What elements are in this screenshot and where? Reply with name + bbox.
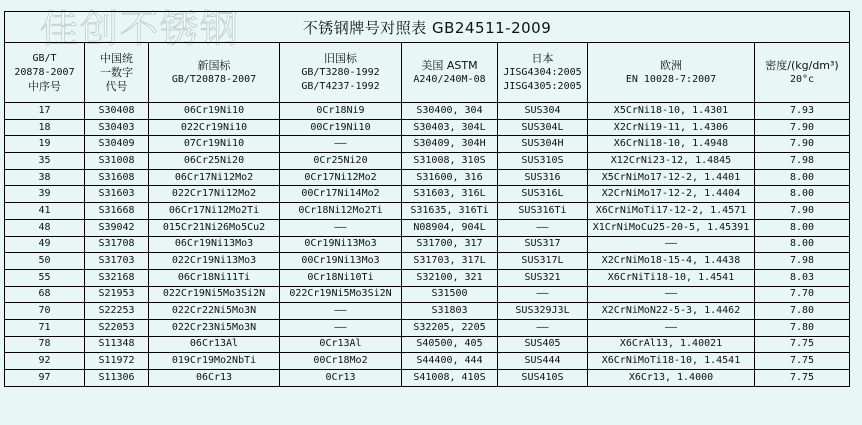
gbt-seq-cell: 70 <box>5 303 85 320</box>
gbt-seq-cell: 71 <box>5 319 85 336</box>
unified-code-cell: S31008 <box>85 153 149 170</box>
astm-cell: S44400, 444 <box>402 353 498 370</box>
jis-cell: —— <box>498 219 588 236</box>
density-cell: 7.98 <box>755 153 850 170</box>
unified-code-cell: S22253 <box>85 303 149 320</box>
density-cell: 7.98 <box>755 253 850 270</box>
density-cell: 7.80 <box>755 319 850 336</box>
header-text: JISG4304:2005 <box>503 66 582 78</box>
astm-cell: S30400, 304 <box>402 103 498 120</box>
astm-cell: S31600, 316 <box>402 169 498 186</box>
table-row <box>5 219 850 236</box>
header-text: JISG4305:2005 <box>503 80 582 92</box>
en-cell: X12CrNi23-12, 1.4845 <box>588 153 755 170</box>
jis-cell: —— <box>498 319 588 336</box>
new-grade-cell: 06Cr17Ni12Mo2 <box>149 169 280 186</box>
old-grade-cell: 00Cr17Ni14Mo2 <box>280 186 402 203</box>
jis-cell: SUS316 <box>498 169 588 186</box>
gbt-seq-cell: 38 <box>5 169 85 186</box>
density-cell: 7.93 <box>755 103 850 120</box>
unified-code-cell: S11972 <box>85 353 149 370</box>
density-cell: 7.75 <box>755 353 850 370</box>
header-text: 20°c <box>789 73 815 85</box>
old-grade-cell: —— <box>280 303 402 320</box>
table-row <box>5 286 850 303</box>
density-cell: 7.80 <box>755 303 850 320</box>
table-row <box>5 169 850 186</box>
astm-cell: N08904, 904L <box>402 219 498 236</box>
old-grade-cell: 0Cr18Ni9 <box>280 103 402 120</box>
density-cell: 7.70 <box>755 286 850 303</box>
header-japan-jis <box>498 43 588 103</box>
gbt-seq-cell: 78 <box>5 336 85 353</box>
jis-cell: SUS316L <box>498 186 588 203</box>
gbt-seq-cell: 50 <box>5 253 85 270</box>
old-grade-cell: —— <box>280 219 402 236</box>
en-cell: X6CrNi18-10, 1.4948 <box>588 136 755 153</box>
header-text: 20878-2007 <box>14 66 75 78</box>
en-cell: X6CrNiMoTi17-12-2, 1.4571 <box>588 203 755 220</box>
new-grade-cell: 06Cr19Ni13Mo3 <box>149 236 280 253</box>
astm-cell: S31008, 310S <box>402 153 498 170</box>
gbt-seq-cell: 19 <box>5 136 85 153</box>
jis-cell: SUS444 <box>498 353 588 370</box>
jis-cell: SUS304H <box>498 136 588 153</box>
astm-cell: S31635, 316Ti <box>402 203 498 220</box>
jis-cell: SUS410S <box>498 370 588 387</box>
table-row <box>5 253 850 270</box>
gbt-seq-cell: 97 <box>5 370 85 387</box>
jis-cell: —— <box>498 286 588 303</box>
old-grade-cell: 0Cr17Ni12Mo2 <box>280 169 402 186</box>
table-row <box>5 119 850 136</box>
header-old-standard <box>280 43 402 103</box>
table-title: 不锈钢牌号对照表 GB24511-2009 <box>5 12 850 43</box>
new-grade-cell: 022Cr19Ni5Mo3Si2N <box>149 286 280 303</box>
unified-code-cell: S32168 <box>85 269 149 286</box>
old-grade-cell: —— <box>280 319 402 336</box>
unified-code-cell: S30409 <box>85 136 149 153</box>
jis-cell: SUS321 <box>498 269 588 286</box>
table-row <box>5 186 850 203</box>
gbt-seq-cell: 49 <box>5 236 85 253</box>
old-grade-cell: 0Cr18Ni10Ti <box>280 269 402 286</box>
en-cell: X6CrNiMoTi18-10, 1.4541 <box>588 353 755 370</box>
header-text: 代号 <box>105 79 128 93</box>
new-grade-cell: 06Cr25Ni20 <box>149 153 280 170</box>
old-grade-cell: 0Cr19Ni13Mo3 <box>280 236 402 253</box>
gbt-seq-cell: 68 <box>5 286 85 303</box>
jis-cell: SUS310S <box>498 153 588 170</box>
new-grade-cell: 06Cr17Ni12Mo2Ti <box>149 203 280 220</box>
unified-code-cell: S21953 <box>85 286 149 303</box>
unified-code-cell: S31608 <box>85 169 149 186</box>
unified-code-cell: S31603 <box>85 186 149 203</box>
header-text: GB/T <box>32 52 57 64</box>
unified-code-cell: S39042 <box>85 219 149 236</box>
new-grade-cell: 022Cr22Ni5Mo3N <box>149 303 280 320</box>
en-cell: —— <box>588 319 755 336</box>
jis-cell: SUS304 <box>498 103 588 120</box>
old-grade-cell: 0Cr13Al <box>280 336 402 353</box>
header-text: A240/240M-08 <box>413 73 486 85</box>
header-text: 新国标 <box>197 58 231 72</box>
astm-cell: S40500, 405 <box>402 336 498 353</box>
unified-code-cell: S11306 <box>85 370 149 387</box>
table-row <box>5 319 850 336</box>
en-cell: X6Cr13, 1.4000 <box>588 370 755 387</box>
gbt-seq-cell: 92 <box>5 353 85 370</box>
header-density <box>755 43 850 103</box>
header-gbt-seq <box>5 43 85 103</box>
new-grade-cell: 06Cr13 <box>149 370 280 387</box>
new-grade-cell: 022Cr19Ni13Mo3 <box>149 253 280 270</box>
table-body <box>5 103 850 387</box>
header-usa-astm <box>402 43 498 103</box>
old-grade-cell: 00Cr19Ni10 <box>280 119 402 136</box>
unified-code-cell: S11348 <box>85 336 149 353</box>
header-text: 中国统 <box>100 51 133 65</box>
table-row <box>5 336 850 353</box>
new-grade-cell: 022Cr23Ni5Mo3N <box>149 319 280 336</box>
header-text: EN 10028-7:2007 <box>625 73 717 85</box>
header-new-standard <box>149 43 280 103</box>
en-cell: X6CrNiTi18-10, 1.4541 <box>588 269 755 286</box>
astm-cell: S30403, 304L <box>402 119 498 136</box>
old-grade-cell: 022Cr19Ni5Mo3Si2N <box>280 286 402 303</box>
old-grade-cell: 00Cr18Mo2 <box>280 353 402 370</box>
astm-cell: S32100, 321 <box>402 269 498 286</box>
density-cell: 8.00 <box>755 169 850 186</box>
en-cell: X5CrNi18-10, 1.4301 <box>588 103 755 120</box>
unified-code-cell: S31668 <box>85 203 149 220</box>
jis-cell: SUS405 <box>498 336 588 353</box>
en-cell: X6CrAl13, 1.40021 <box>588 336 755 353</box>
table-row <box>5 236 850 253</box>
new-grade-cell: 06Cr13Al <box>149 336 280 353</box>
jis-cell: SUS317L <box>498 253 588 270</box>
astm-cell: S31703, 317L <box>402 253 498 270</box>
astm-cell: S30409, 304H <box>402 136 498 153</box>
header-europe-en <box>588 43 755 103</box>
jis-cell: SUS329J3L <box>498 303 588 320</box>
header-text: 日本 <box>531 51 554 65</box>
new-grade-cell: 06Cr18Ni11Ti <box>149 269 280 286</box>
new-grade-cell: 07Cr19Ni10 <box>149 136 280 153</box>
table-row <box>5 353 850 370</box>
old-grade-cell: —— <box>280 136 402 153</box>
new-grade-cell: 022Cr17Ni12Mo2 <box>149 186 280 203</box>
header-unified-code <box>85 43 149 103</box>
table-row <box>5 269 850 286</box>
gbt-seq-cell: 39 <box>5 186 85 203</box>
new-grade-cell: 022Cr19Ni10 <box>149 119 280 136</box>
old-grade-cell: 0Cr25Ni20 <box>280 153 402 170</box>
density-cell: 8.00 <box>755 219 850 236</box>
en-cell: X2CrNiMo18-15-4, 1.4438 <box>588 253 755 270</box>
unified-code-cell: S22053 <box>85 319 149 336</box>
gbt-seq-cell: 48 <box>5 219 85 236</box>
en-cell: X2CrNiMoN22-5-3, 1.4462 <box>588 303 755 320</box>
old-grade-cell: 0Cr13 <box>280 370 402 387</box>
header-text: 一数字 <box>100 65 133 79</box>
table-row <box>5 136 850 153</box>
density-cell: 8.00 <box>755 236 850 253</box>
unified-code-cell: S30403 <box>85 119 149 136</box>
unified-code-cell: S31708 <box>85 236 149 253</box>
header-text: 旧国标 <box>324 51 357 65</box>
density-cell: 8.00 <box>755 186 850 203</box>
gbt-seq-cell: 18 <box>5 119 85 136</box>
astm-cell: S31500 <box>402 286 498 303</box>
jis-cell: SUS316Ti <box>498 203 588 220</box>
density-cell: 7.75 <box>755 336 850 353</box>
header-text: 欧洲 <box>660 58 682 72</box>
density-cell: 7.90 <box>755 136 850 153</box>
density-cell: 7.90 <box>755 203 850 220</box>
header-text: 美国 ASTM <box>421 58 478 72</box>
en-cell: X2CrNi19-11, 1.4306 <box>588 119 755 136</box>
gbt-seq-cell: 55 <box>5 269 85 286</box>
jis-cell: SUS304L <box>498 119 588 136</box>
astm-cell: S32205, 2205 <box>402 319 498 336</box>
en-cell: X2CrNiMo17-12-2, 1.4404 <box>588 186 755 203</box>
astm-cell: S41008, 410S <box>402 370 498 387</box>
steel-grade-comparison-table <box>4 11 850 387</box>
header-text: GB/T20878-2007 <box>171 73 257 85</box>
en-cell: X5CrNiMo17-12-2, 1.4401 <box>588 169 755 186</box>
old-grade-cell: 0Cr18Ni12Mo2Ti <box>280 203 402 220</box>
header-row <box>5 43 850 103</box>
en-cell: —— <box>588 286 755 303</box>
table-row <box>5 203 850 220</box>
unified-code-cell: S31703 <box>85 253 149 270</box>
header-text: 密度/(kg/dm³) <box>765 58 839 72</box>
astm-cell: S31700, 317 <box>402 236 498 253</box>
astm-cell: S31603, 316L <box>402 186 498 203</box>
header-text: GB/T3280-1992 <box>301 66 380 78</box>
table-row <box>5 303 850 320</box>
gbt-seq-cell: 41 <box>5 203 85 220</box>
en-cell: —— <box>588 236 755 253</box>
new-grade-cell: 019Cr19Mo2NbTi <box>149 353 280 370</box>
density-cell: 8.03 <box>755 269 850 286</box>
header-text: 中序号 <box>28 79 61 93</box>
jis-cell: SUS317 <box>498 236 588 253</box>
table-row <box>5 153 850 170</box>
en-cell: X1CrNiMoCu25-20-5, 1.45391 <box>588 219 755 236</box>
table-row <box>5 103 850 120</box>
density-cell: 7.75 <box>755 370 850 387</box>
old-grade-cell: 00Cr19Ni13Mo3 <box>280 253 402 270</box>
gbt-seq-cell: 35 <box>5 153 85 170</box>
astm-cell: S31803 <box>402 303 498 320</box>
watermark-text: 佳创不锈钢 <box>40 7 241 51</box>
unified-code-cell: S30408 <box>85 103 149 120</box>
new-grade-cell: 06Cr19Ni10 <box>149 103 280 120</box>
gbt-seq-cell: 17 <box>5 103 85 120</box>
header-text: GB/T4237-1992 <box>301 80 380 92</box>
density-cell: 7.90 <box>755 119 850 136</box>
new-grade-cell: 015Cr21Ni26Mo5Cu2 <box>149 219 280 236</box>
table-row <box>5 370 850 387</box>
